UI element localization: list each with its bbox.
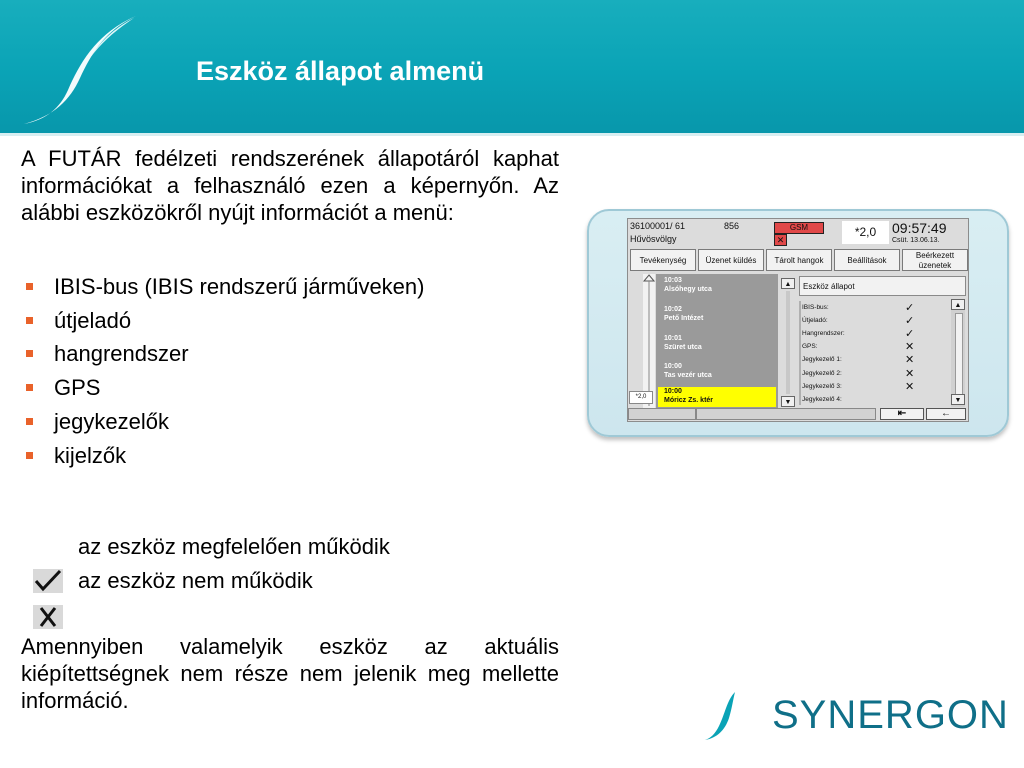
main-content <box>21 145 559 713</box>
display-value: *2,0 <box>842 221 889 244</box>
stop-timeline <box>656 274 778 408</box>
cross-icon: ✕ <box>905 368 915 380</box>
bullet-icon <box>26 452 33 459</box>
bottom-bar-segment <box>628 408 696 420</box>
scroll-up-button[interactable]: ▲ <box>951 299 965 310</box>
timeline-scrollbar[interactable] <box>643 274 655 408</box>
header-divider <box>0 133 1024 136</box>
device-row-label: Jegykezelő 4: <box>802 396 842 403</box>
scroll-up-button[interactable]: ▲ <box>781 278 795 289</box>
list-item <box>21 439 559 473</box>
counter-badge: *2,0 <box>629 391 653 404</box>
device-status-list <box>799 299 951 407</box>
device-list-scrollbar[interactable] <box>951 299 965 407</box>
back-button[interactable]: ← <box>926 408 966 420</box>
bottom-bar-segment <box>696 408 876 420</box>
list-item-label: hangrendszer <box>54 341 189 367</box>
list-item: 10:01 Szüret utca <box>664 335 702 351</box>
device-row-label: Jegykezelő 3: <box>802 383 842 390</box>
bullet-icon <box>26 384 33 391</box>
device-row-label: IBIS-bus: <box>802 304 829 311</box>
bullet-icon <box>26 418 33 425</box>
tab-stored-sounds[interactable]: Tárolt hangok <box>766 249 832 271</box>
device-row-label: GPS: <box>802 343 818 350</box>
check-icon: ✓ <box>905 328 915 340</box>
synergon-logo-text: SYNERGON <box>772 693 1009 737</box>
list-item-label: IBIS-bus (IBIS rendszerű járműveken) <box>54 274 425 299</box>
list-item-label: GPS <box>54 375 101 401</box>
list-item <box>21 270 559 304</box>
cross-icon: ✕ <box>905 341 915 353</box>
cross-icon: ✕ <box>905 381 915 393</box>
check-icon: ✓ <box>905 315 915 327</box>
current-stop: Hűvösvölgy <box>630 234 677 244</box>
vehicle-id: 36100001/ 61 <box>630 221 686 231</box>
left-scroll-track[interactable] <box>786 291 790 394</box>
error-icon: ✕ <box>774 234 787 246</box>
list-item: 10:03 Alsóhegy utca <box>664 277 712 293</box>
route-number: 856 <box>724 221 740 231</box>
list-item <box>21 371 559 405</box>
date: Csüt. 13.06.13. <box>892 237 940 244</box>
header-bar <box>0 0 1024 133</box>
scroll-down-button[interactable]: ▼ <box>951 394 965 405</box>
list-item: 10:02 Pető Intézet <box>664 306 704 322</box>
cross-icon <box>33 605 63 629</box>
page-title: Eszköz állapot almenü <box>196 56 485 86</box>
list-item-label: útjeladó <box>54 307 132 333</box>
panel-title: Eszköz állapot <box>799 276 966 296</box>
device-screen <box>627 218 969 422</box>
device-row-label: Jegykezelő 1: <box>802 356 842 363</box>
check-icon <box>33 569 63 593</box>
device-row-label: Hangrendszer: <box>802 330 845 337</box>
list-item-label: jegykezelők <box>54 408 169 434</box>
bullet-icon <box>26 317 33 324</box>
scroll-down-button[interactable]: ▼ <box>781 396 795 407</box>
cross-icon: ✕ <box>905 354 915 366</box>
bullet-icon <box>26 350 33 357</box>
device-row-label: Jegykezelő 2: <box>802 370 842 377</box>
list-item-label: kijelzők <box>54 442 127 468</box>
tab-incoming-messages[interactable]: Beérkezett üzenetek <box>902 249 968 271</box>
screen-bottom-bar <box>628 408 968 420</box>
list-divider <box>799 301 801 405</box>
tab-send-message[interactable]: Üzenet küldés <box>698 249 764 271</box>
gsm-status-badge: GSM <box>774 222 824 234</box>
scroll-thumb[interactable] <box>955 313 963 395</box>
device-list <box>21 270 559 472</box>
legend-ok-label: az eszköz megfelelően működik <box>78 534 390 559</box>
list-item <box>21 304 559 338</box>
clock: 09:57:49 <box>892 220 947 236</box>
list-item <box>21 337 559 371</box>
outro-paragraph: Amennyiben valamelyik eszköz az aktuális kiépítettségnek nem része nem jelenik meg mellette információ. <box>21 634 559 713</box>
list-item <box>21 405 559 439</box>
swoosh-logo-icon <box>18 12 148 127</box>
check-icon: ✓ <box>905 302 915 314</box>
fast-back-button[interactable]: ⇤ <box>880 408 924 420</box>
tab-settings[interactable]: Beállítások <box>834 249 900 271</box>
list-item: 10:00 Tas vezér utca <box>664 363 712 379</box>
intro-paragraph: A FUTÁR fedélzeti rendszerének állapotáról kaphat információkat a felhasználó ezen a képernyőn. Az alábbi eszközökről nyújt információt a menü: <box>21 146 559 225</box>
tab-activity[interactable]: Tevékenység <box>630 249 696 271</box>
legend-fail-label: az eszköz nem működik <box>78 568 313 593</box>
current-stop-item: 10:00 Móricz Zs. ktér <box>658 387 776 407</box>
device-row-label: Útjeladó: <box>802 317 828 324</box>
bullet-icon <box>26 283 33 290</box>
